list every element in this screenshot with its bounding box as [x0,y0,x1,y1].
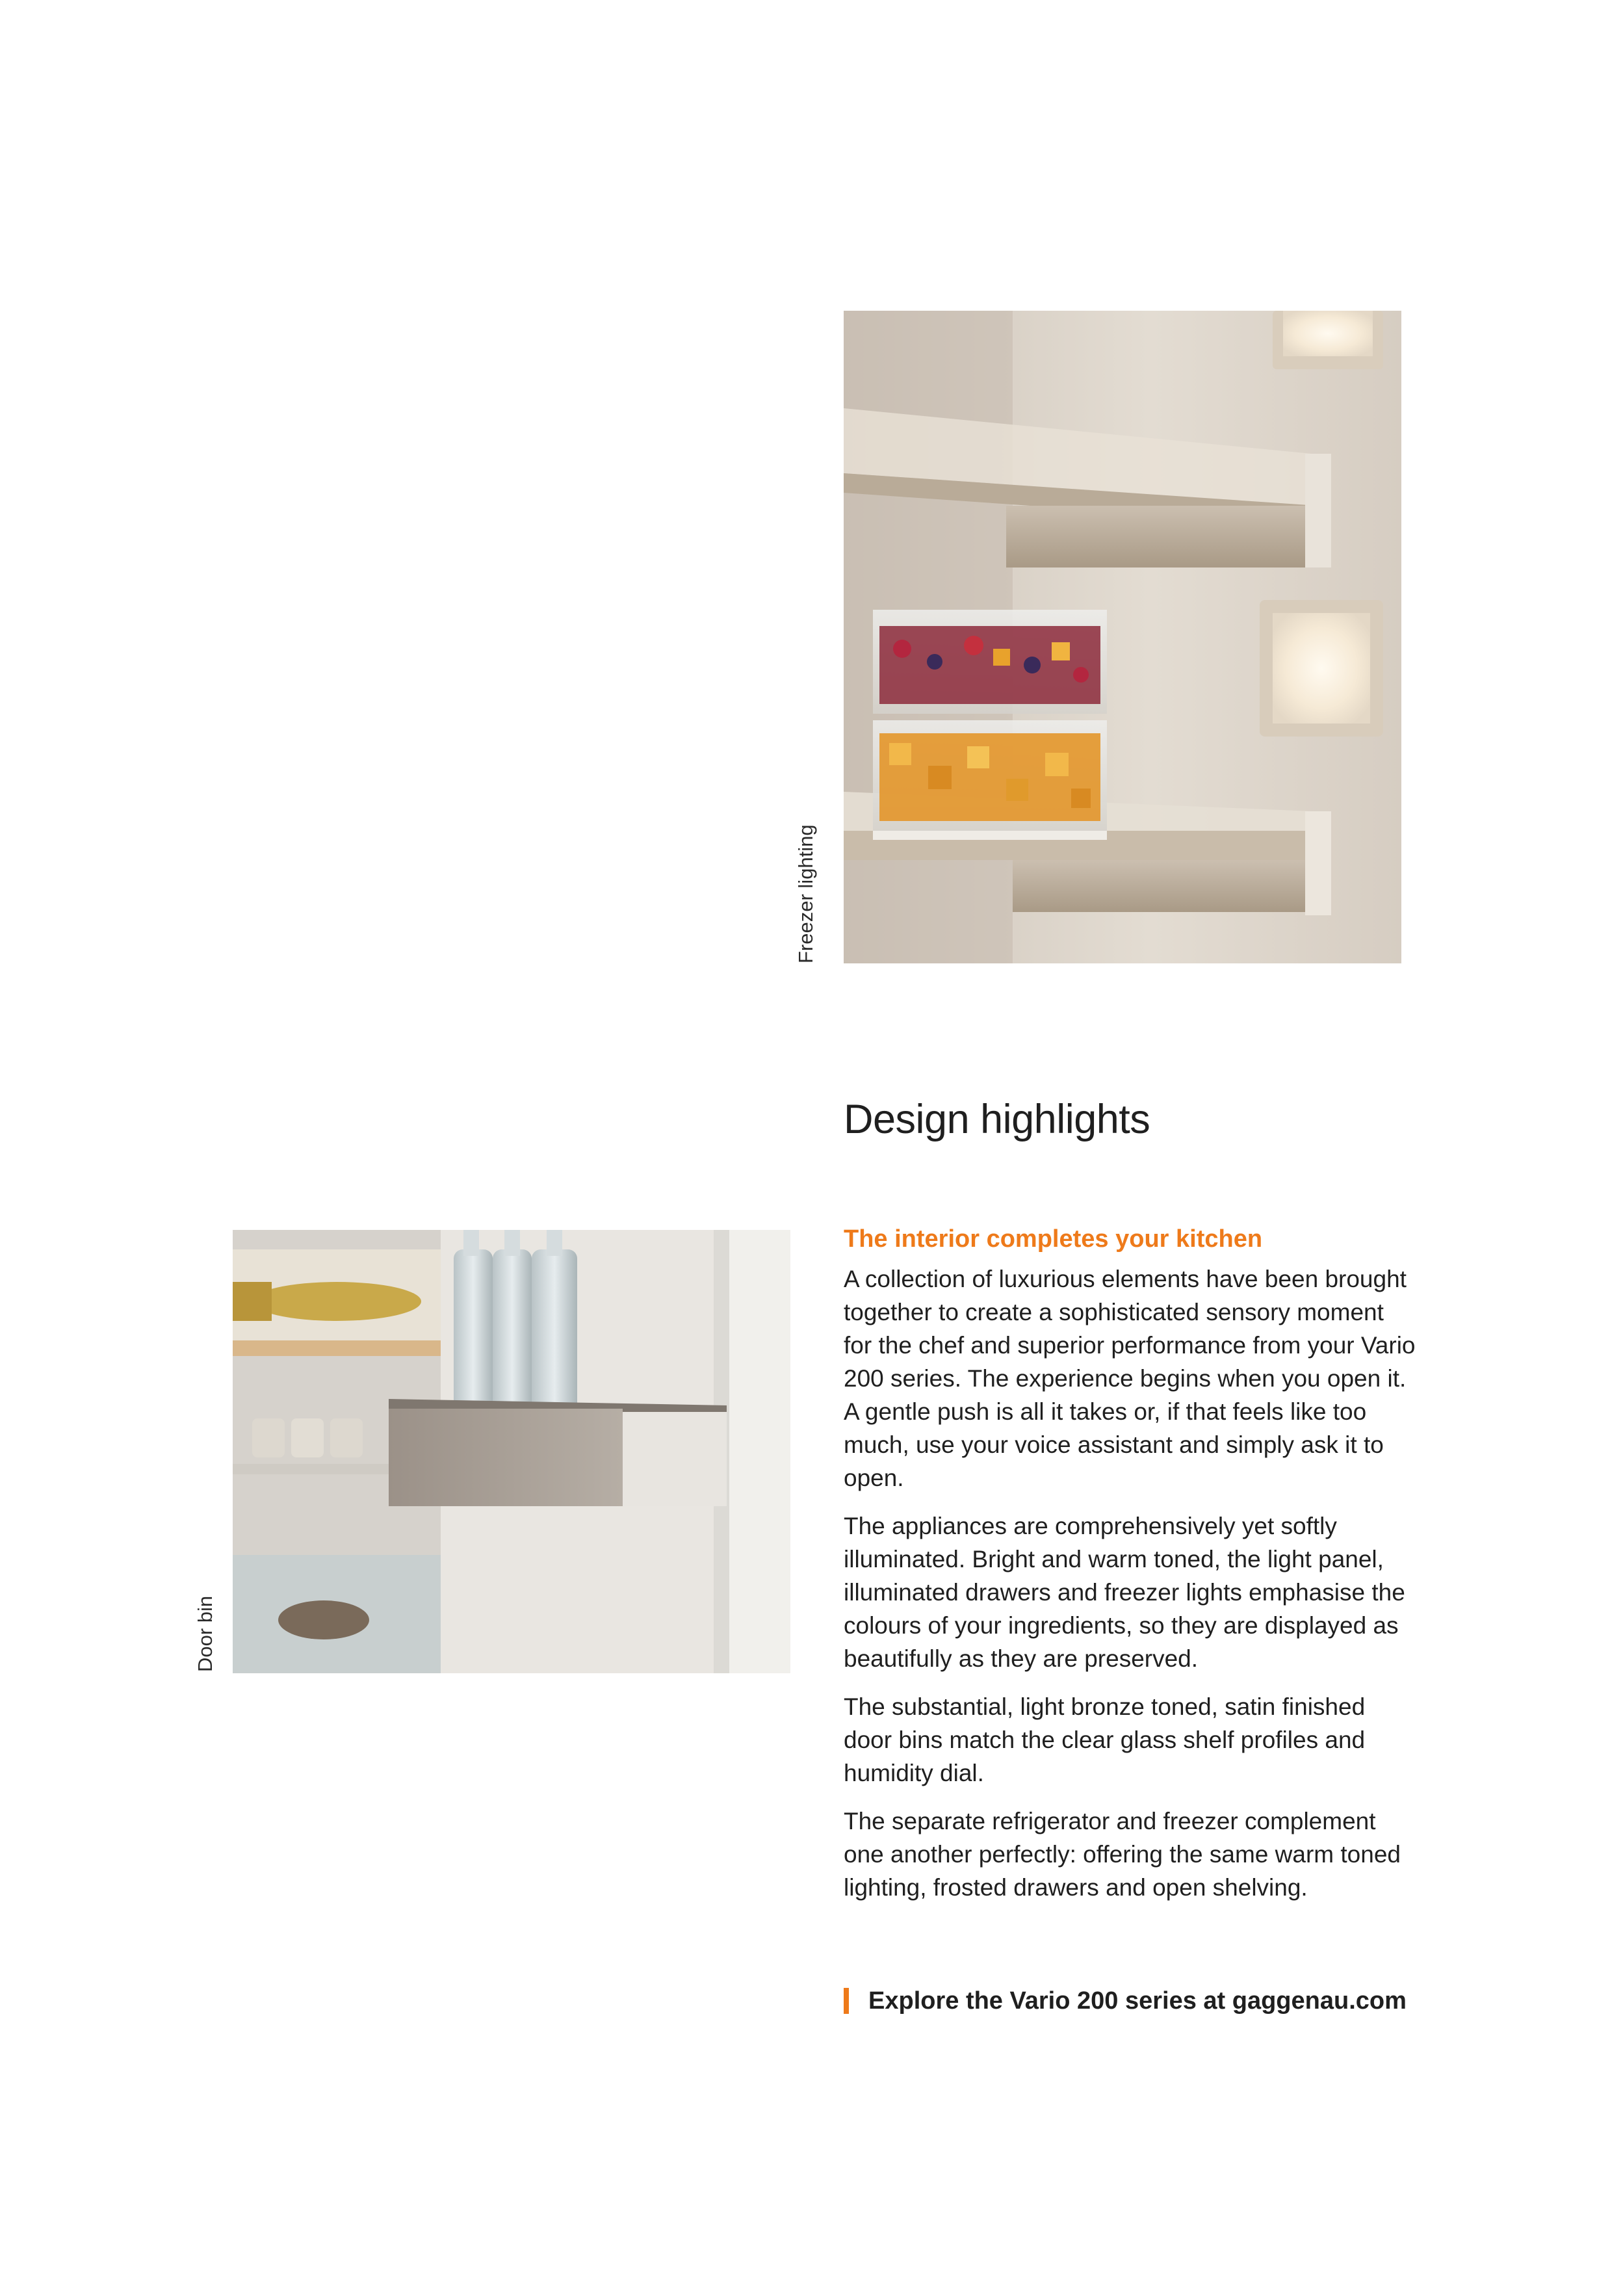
explore-link[interactable] [844,1981,1429,2020]
paragraph-4: The separate refrigerator and freezer complement one another perfectly: offering the same warm toned lighting, frosted drawers and open shelving. [844,1808,1401,1901]
section-subtitle: The interior completes your kitchen [844,1225,1263,1253]
paragraph-1: A collection of luxurious elements have been brought together to create a sophisticated sensory moment for the chef and superior performance from your Vario 200 series. The experience begins when you open it. A gentle push is all it takes or, if that feels like too much, use your voice assistant and simply ask it to open. [844,1266,1416,1491]
paragraph-2: The appliances are comprehensively yet softly illuminated. Bright and warm toned, the light panel, illuminated drawers and freezer lights emphasise the colours of your ingredients, so they are displayed as beautifully as they are preserved. [844,1513,1405,1672]
body-text [844,1262,1416,1919]
paragraph-3: The substantial, light bronze toned, satin finished door bins match the clear glass shelf profiles and humidity dial. [844,1693,1366,1786]
door-bin-caption: Door bin [194,1595,216,1672]
accent-bar [844,1988,849,2014]
explore-link-text[interactable]: Explore the Vario 200 series at gaggenau.com [868,1987,1407,2015]
door-bin-photo [233,1230,790,1673]
freezer-lighting-caption: Freezer lighting [794,824,817,963]
freezer-lighting-photo [844,311,1401,963]
section-title: Design highlights [844,1097,1150,1142]
